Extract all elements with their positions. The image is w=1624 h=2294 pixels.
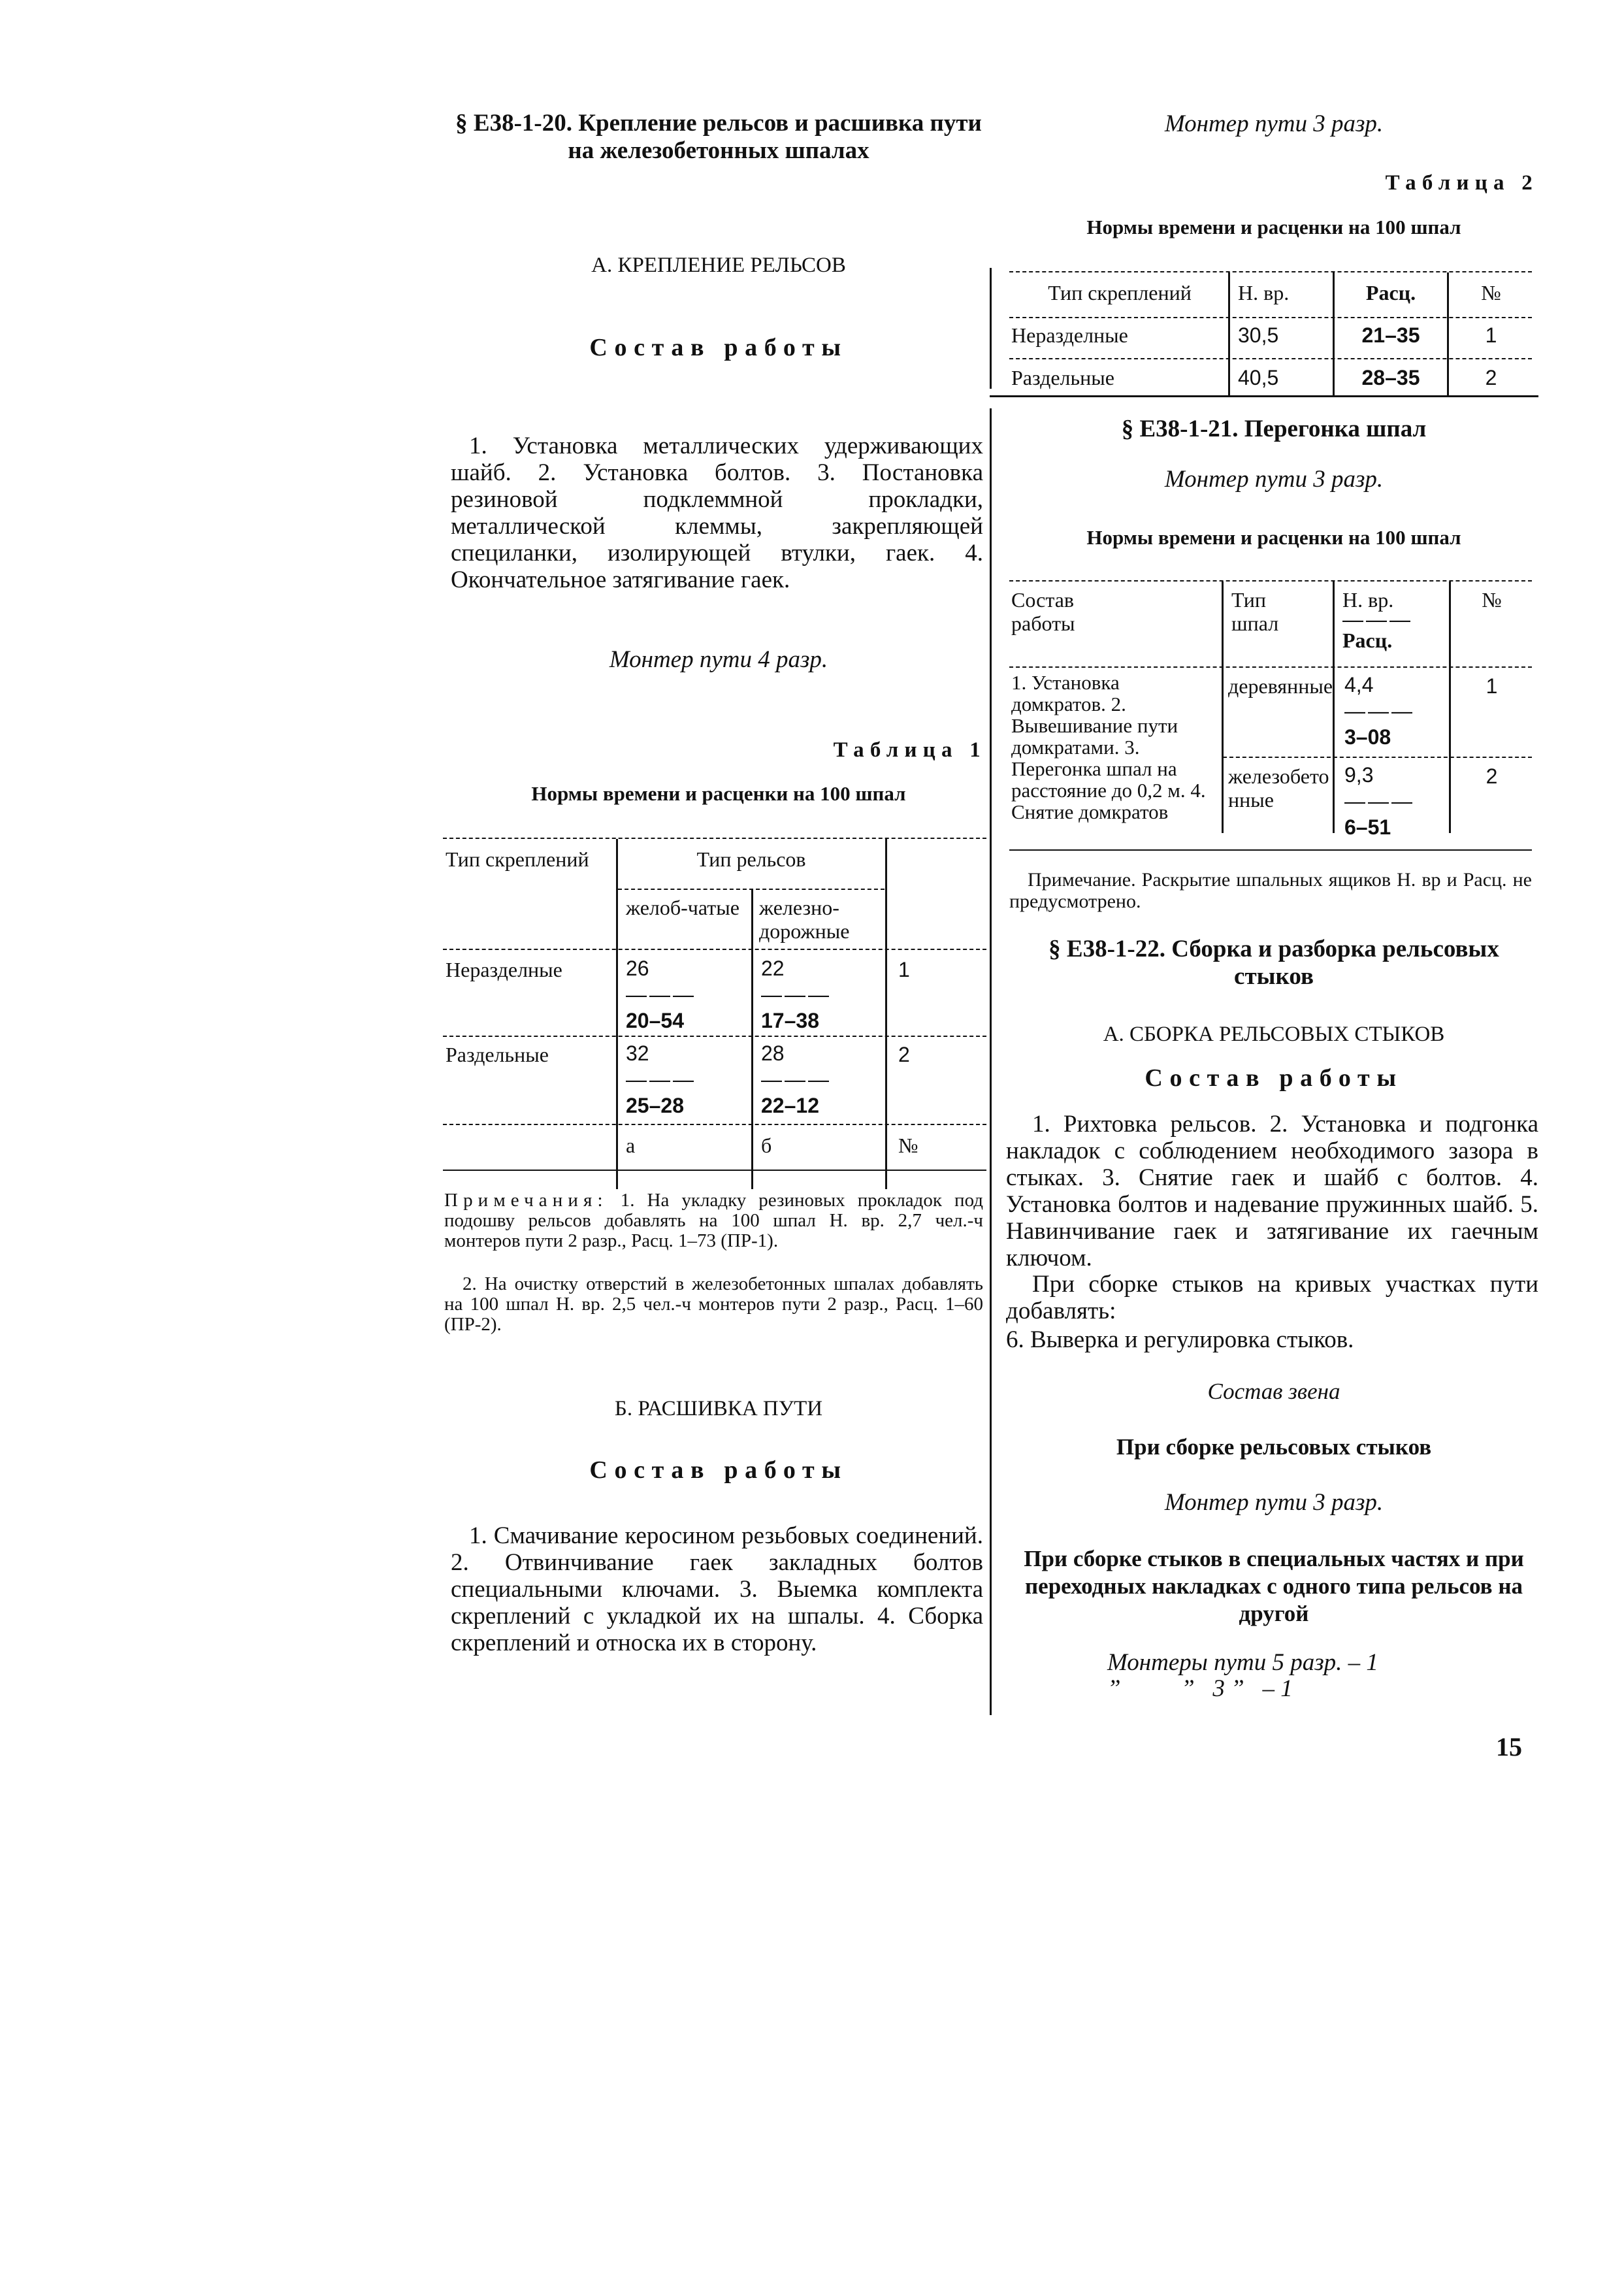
table3-work-text: 1. Установка домкратов. 2. Вывешивание пути домкратами. 3. Перегонка шпал на расстояние до 0,2 м. 4. Снятие домкратов <box>1011 671 1206 823</box>
table1-top-rule <box>443 838 986 839</box>
table3-header-n: № <box>1482 588 1502 612</box>
subsection-a-heading: А. КРЕПЛЕНИЕ РЕЛЬСОВ <box>591 254 846 277</box>
table2-header-type: Тип скреплений <box>1048 281 1192 304</box>
s22-workers-line-2: ” ” 3 ” – 1 <box>1107 1675 1293 1702</box>
notes-block <box>444 1190 983 1251</box>
sostav-raboty-heading: Состав работы <box>589 334 848 361</box>
s22-sub2: При сборке стыков в специальных частях и при переходных накладках с одного типа рельсов на другой <box>1024 1546 1524 1626</box>
table3-tip-wood: деревянные <box>1228 674 1333 698</box>
table3-cell-nvr-rasc: 9,3 ——— 6–51 <box>1344 763 1415 839</box>
s22-curve-text: При сборке стыков на кривых участках пути добавлять: <box>1006 1271 1538 1324</box>
table1-footer-n: № <box>898 1134 918 1157</box>
table3-header-nvr: Н. вр. <box>1342 588 1394 612</box>
section-title-e38-1-20: § Е38-1-20. Крепление рельсов и расшивка пути на железобетонных шпалах <box>455 110 982 164</box>
table2-cell-n: 2 <box>1485 366 1497 389</box>
table2-col-divider <box>1228 272 1230 395</box>
table2-title: Нормы времени и расценки на 100 шпал <box>1086 216 1461 238</box>
table1-header-rails: Тип рельсов <box>696 847 806 871</box>
table2-row-rule <box>1009 358 1532 359</box>
table1-header-rule <box>443 949 986 950</box>
table3-header-tip: Тип шпал <box>1231 588 1279 635</box>
table1-caption: Таблица 1 <box>833 738 986 762</box>
note-2: 2. На очистку отверстий в железобетонных шпалах добавлять на 100 шпал Н. вр. 2,5 чел.-ч монтеров пути 2 разр., Расц. 1–60 (ПР-2). <box>444 1273 983 1335</box>
worker-grade: Монтер пути 4 разр. <box>609 646 828 673</box>
table1-footer-b: б <box>761 1134 772 1157</box>
sostav-raboty-heading-2: Состав работы <box>589 1456 848 1484</box>
table3-cell-n: 1 <box>1486 674 1498 698</box>
s22-zveno-heading: Состав звена <box>1207 1379 1340 1404</box>
table3-row-rule <box>1223 757 1532 758</box>
table1-cell-b: 22 ——— 17–38 <box>761 957 832 1032</box>
table1-footer-a: а <box>626 1134 636 1157</box>
table1-cell-a: 26 ——— 20–54 <box>626 957 696 1032</box>
table3-header-dash: ——— <box>1342 608 1413 631</box>
s22-subsection-a: А. СБОРКА РЕЛЬСОВЫХ СТЫКОВ <box>1103 1023 1445 1046</box>
table3-tip-concrete: железобетонные <box>1228 764 1329 811</box>
table1-row-rule <box>443 1036 986 1037</box>
page-number: 15 <box>1496 1732 1522 1761</box>
table3-title: Нормы времени и расценки на 100 шпал <box>1086 526 1461 549</box>
table2-top-rule <box>1009 271 1532 272</box>
table1-bottom-rule <box>443 1170 986 1171</box>
table2-cell-rasc: 28–35 <box>1361 366 1420 389</box>
table3-col-divider <box>1333 582 1335 833</box>
table3-top-rule <box>1009 580 1532 582</box>
table2-cell-rasc: 21–35 <box>1361 323 1420 347</box>
column-separator <box>990 408 992 1715</box>
table2-cell-nvr: 40,5 <box>1238 366 1279 389</box>
table1-header-zheloh: желоб-чатые <box>626 896 739 919</box>
s22-sostav-heading: Состав работы <box>1145 1064 1403 1092</box>
s21-worker-grade: Монтер пути 3 разр. <box>1164 466 1384 493</box>
notes-label: Примечания: <box>444 1190 608 1211</box>
table1-row-number: 1 <box>898 958 910 981</box>
s22-worker-1: Монтер пути 3 разр. <box>1164 1489 1384 1516</box>
table2-cell-n: 1 <box>1485 323 1497 347</box>
table1-cell-a: 32 ——— 25–28 <box>626 1041 696 1117</box>
work-composition-text: 1. Установка металлических удерживающих шайб. 2. Установка болтов. 3. Постановка резиновой подклеммной прокладки, металлической клеммы, закрепляющей специланки, изолирующей втулки, гаек. 4. Окончательное затягивание гаек. <box>451 433 983 593</box>
table3-col-divider <box>1449 582 1451 833</box>
section-title-e38-1-21: § Е38-1-21. Перегонка шпал <box>1121 416 1427 442</box>
table2-header-n: № <box>1481 281 1501 304</box>
table3-col-divider <box>1222 582 1224 833</box>
table1-col-divider <box>751 890 753 1189</box>
table1-col-divider <box>616 839 618 1189</box>
table1-row-rule <box>443 1124 986 1125</box>
table3-header-rule <box>1009 666 1532 668</box>
table3-header-sostav: Состав работы <box>1011 588 1075 635</box>
table2-row-label: Раздельные <box>1011 366 1114 389</box>
table1-header-zheleznodor: железно-дорожные <box>759 896 850 943</box>
work-composition-text-2: 1. Смачивание керосином резьбовых соединений. 2. Отвинчивание гаек закладных болтов специальными ключами. 3. Выемка комплекта скреплений с укладкой их на шпалы. 4. Сборка скреплений и относка их в сторону. <box>451 1522 983 1656</box>
table3-cell-nvr-rasc: 4,4 ——— 3–08 <box>1344 673 1415 749</box>
table1-header-type: Тип скреплений <box>446 847 589 871</box>
s21-note: Примечание. Раскрытие шпальных ящиков Н. вр и Расц. не предусмотрено. <box>1009 869 1532 912</box>
table1-row-label: Неразделные <box>446 958 562 981</box>
table2-row-label: Неразделные <box>1011 323 1128 347</box>
subsection-b-heading: Б. РАСШИВКА ПУТИ <box>614 1397 823 1420</box>
column-separator-top <box>990 268 992 389</box>
s22-work-text: 1. Рихтовка рельсов. 2. Установка и подгонка накладок с соблюдением необходимого зазора в стыках. 3. Снятие гаек и шайб с болтов. 4. Установка болтов и надевание пружинных шайб. 5. Навинчивание гаек и затягивание их гаечным ключом. <box>1006 1111 1538 1271</box>
table2-header-rule <box>1009 317 1532 318</box>
table1-row-label: Раздельные <box>446 1043 549 1066</box>
table2-cell-nvr: 30,5 <box>1238 323 1279 347</box>
table2-col-divider <box>1447 272 1449 395</box>
table3-header-rasc: Расц. <box>1342 629 1393 652</box>
table1-row-number: 2 <box>898 1043 910 1066</box>
table1-subheader-rule <box>618 889 885 890</box>
table3-cell-n: 2 <box>1486 764 1498 788</box>
s22-sub1: При сборке рельсовых стыков <box>1116 1434 1432 1460</box>
note-1: 1. На укладку резиновых прокладок под подошву рельсов добавлять на 100 шпал Н. вр. 2,7 чел.-ч монтеров пути 2 разр., Расц. 1–73 (ПР-1). <box>444 1190 983 1251</box>
section-title-e38-1-22: § Е38-1-22. Сборка и разборка рельсовых стыков <box>1048 936 1499 990</box>
table1-col-divider <box>885 839 887 1189</box>
s22-item-6: 6. Выверка и регулировка стыков. <box>1006 1326 1354 1353</box>
table3-bottom-rule <box>1009 849 1532 851</box>
table2-header-rasc: Расц. <box>1365 281 1416 304</box>
table2-header-nvr: Н. вр. <box>1238 281 1290 304</box>
table1-cell-b: 28 ——— 22–12 <box>761 1041 832 1117</box>
worker-grade-top: Монтер пути 3 разр. <box>1164 110 1384 137</box>
s22-workers-line-1: Монтеры пути 5 разр. – 1 <box>1107 1649 1378 1676</box>
table1-title: Нормы времени и расценки на 100 шпал <box>531 782 906 805</box>
table2-caption: Таблица 2 <box>1385 171 1538 195</box>
table2-bottom-rule <box>990 395 1538 397</box>
table2-col-divider <box>1333 272 1335 395</box>
